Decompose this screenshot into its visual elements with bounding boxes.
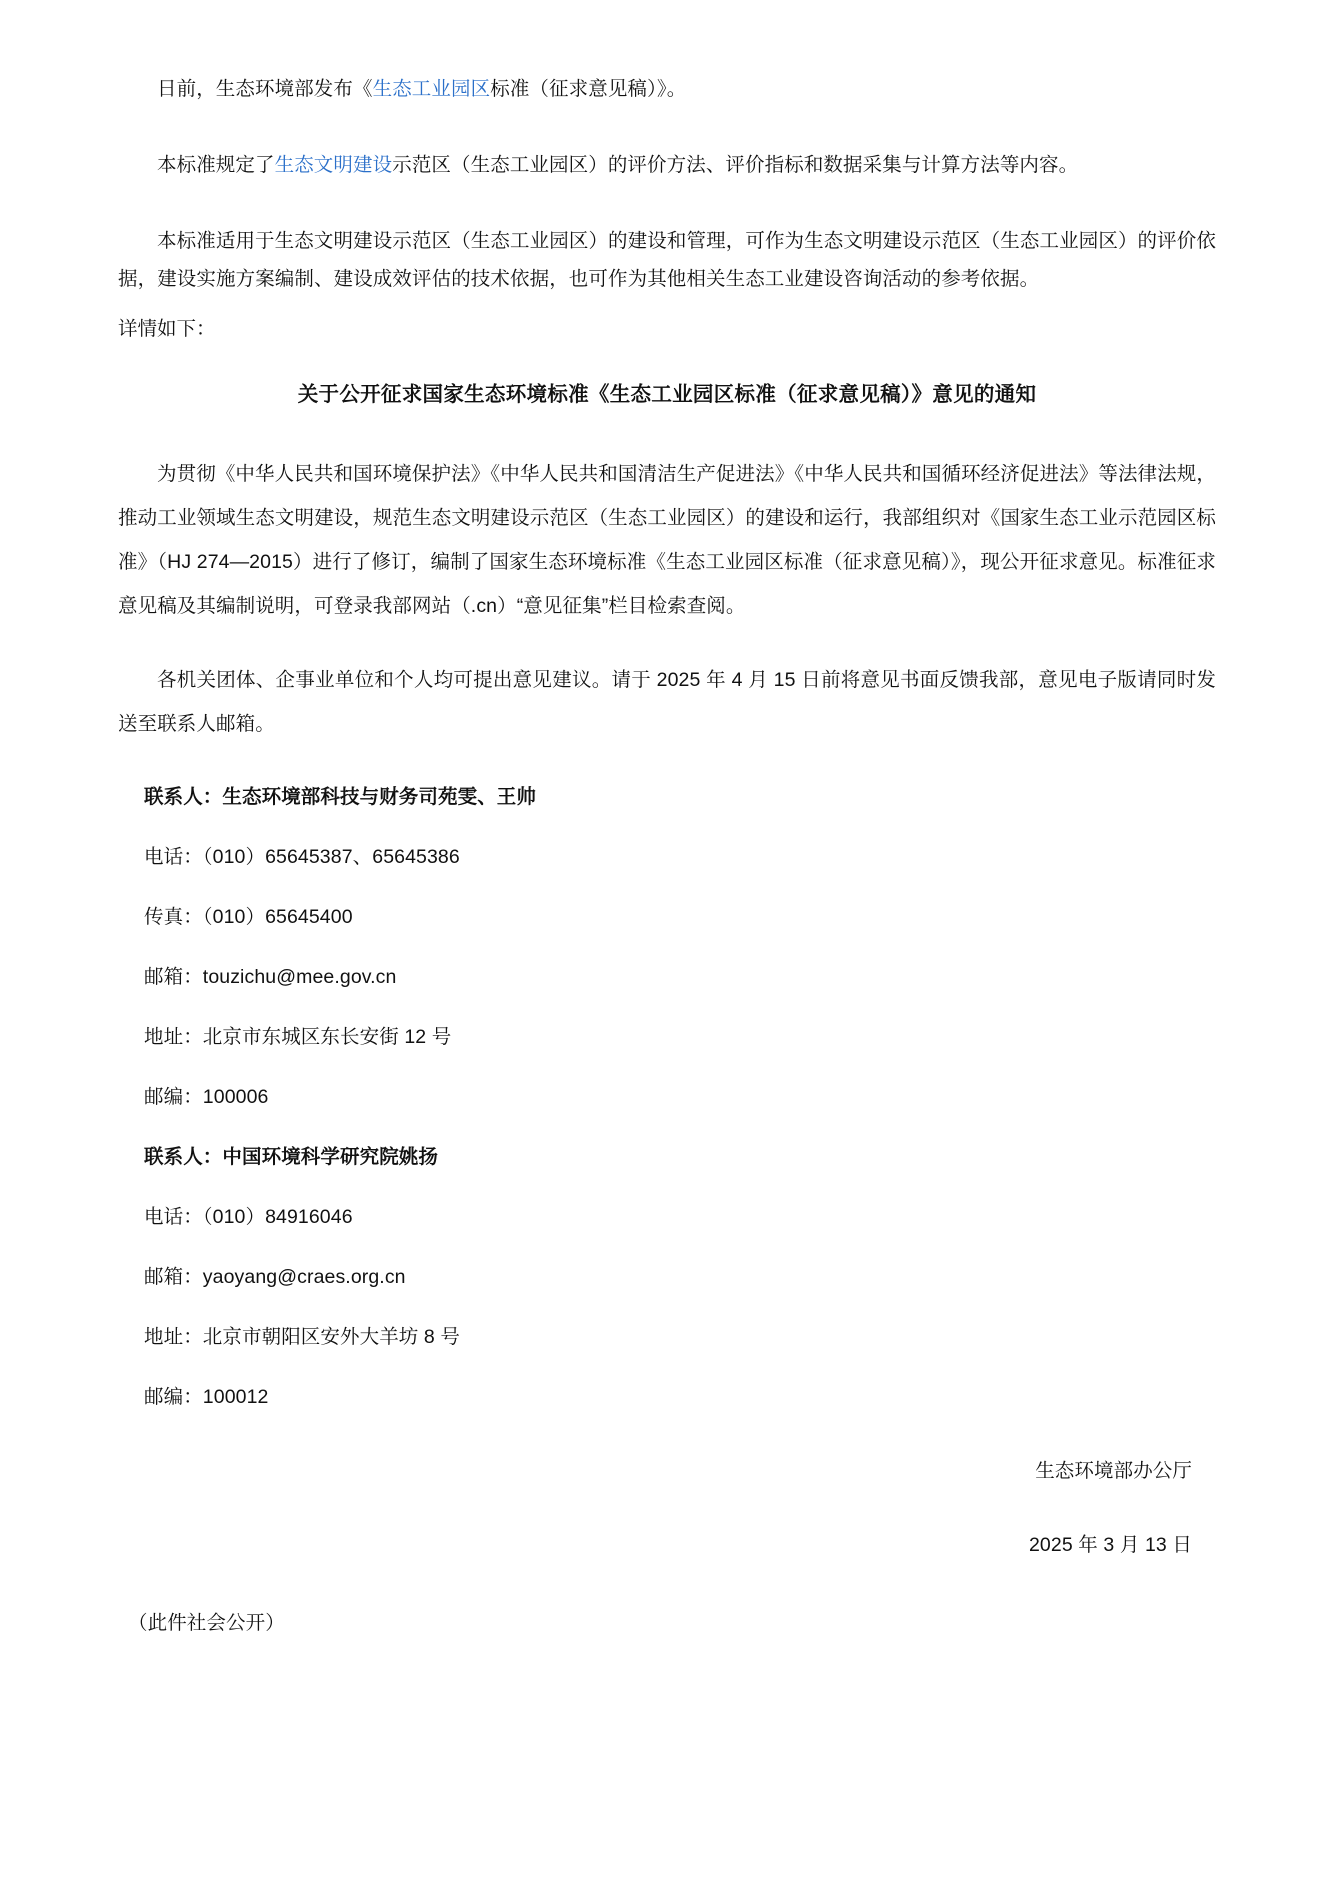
- eco-industrial-park-link[interactable]: 生态工业园区: [372, 78, 491, 100]
- signature-block: [118, 1454, 1216, 1562]
- intro-paragraph-3: 本标准适用于生态文明建设示范区（生态工业园区）的建设和管理，可作为生态文明建设示范区（生态工业园区）的评价依据，建设实施方案编制、建设成效评估的技术依据，也可作为其他相关生态工业建设咨询活动的参考依据。: [118, 230, 1216, 290]
- intro-paragraph-2: [118, 146, 1216, 184]
- contact-person-mee: 联系人：生态环境部科技与财务司苑雯、王帅: [144, 786, 537, 808]
- contact-address-craes: 地址：北京市朝阳区安外大羊坊 8 号: [144, 1326, 460, 1348]
- intro-paragraph-1: [118, 70, 1216, 108]
- contact-email-craes: 邮箱：yaoyang@craes.org.cn: [144, 1266, 406, 1288]
- notice-paragraph-2: 各机关团体、企事业单位和个人均可提出意见建议。请于 2025 年 4 月 15 日前将意见书面反馈我部，意见电子版请同时发送至联系人邮箱。: [118, 669, 1216, 735]
- contact-postcode-mee: 邮编：100006: [144, 1086, 269, 1108]
- intro-line1-suffix: 标准（征求意见稿）》。: [490, 78, 687, 100]
- intro-line2-suffix: 示范区（生态工业园区）的评价方法、评价指标和数据采集与计算方法等内容。: [392, 154, 1079, 176]
- details-follow-label: 详情如下：: [118, 318, 216, 340]
- contact-phone-mee: 电话：（010）65645387、65645386: [144, 846, 460, 868]
- notice-paragraph-1: 为贯彻《中华人民共和国环境保护法》《中华人民共和国清洁生产促进法》《中华人民共和国循环经济促进法》等法律法规，推动工业领域生态文明建设，规范生态文明建设示范区（生态工业园区）的建设和运行，我部组织对《国家生态工业示范园区标准》（HJ 274—2015）进行了修订，编制了国家生态环境标准《生态工业园区标准（征求意见稿）》，现公开征求意见。标准征求意见稿及其编制说明，可登录我部网站（.cn）“意见征集”栏目检索查阅。: [118, 463, 1216, 617]
- page-title: 关于公开征求国家生态环境标准《生态工业园区标准（征求意见稿）》意见的通知: [297, 383, 1037, 406]
- contact-block: [118, 780, 1216, 1414]
- contact-email-mee: 邮箱：touzichu@mee.gov.cn: [144, 966, 397, 988]
- contact-person-craes: 联系人：中国环境科学研究院姚扬: [144, 1146, 439, 1168]
- contact-phone-craes: 电话：（010）84916046: [144, 1206, 353, 1228]
- eco-civilization-link[interactable]: 生态文明建设: [274, 154, 393, 176]
- issuing-authority: 生态环境部办公厅: [1035, 1460, 1192, 1482]
- intro-line2-prefix: 本标准规定了: [157, 154, 275, 176]
- intro-line1-prefix: 日前，生态环境部发布《: [157, 78, 373, 100]
- issue-date: 2025 年 3 月 13 日: [1028, 1534, 1192, 1556]
- contact-address-mee: 地址：北京市东城区东长安街 12 号: [144, 1026, 452, 1048]
- public-disclosure-note: （此件社会公开）: [128, 1612, 285, 1634]
- contact-postcode-craes: 邮编：100012: [144, 1386, 269, 1408]
- contact-fax-mee: 传真：（010）65645400: [144, 906, 353, 928]
